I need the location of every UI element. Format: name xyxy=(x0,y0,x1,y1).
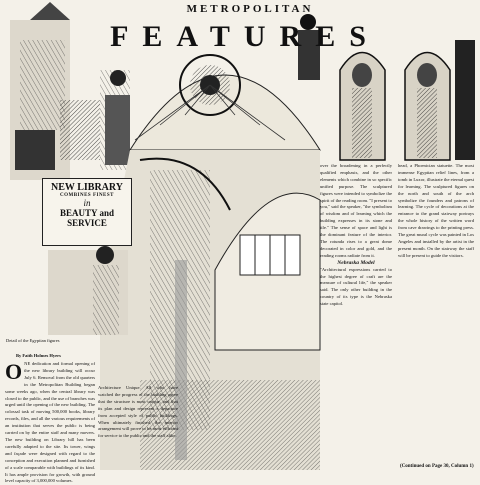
article-column-4 xyxy=(398,163,474,463)
image-caption: Detail of the Egyptian figures xyxy=(6,338,60,343)
headline-line-4: BEAUTY and SERVICE xyxy=(60,208,114,228)
byline: By Faith Holmes Hyers xyxy=(16,353,61,358)
section-kicker: METROPOLITAN xyxy=(186,3,314,15)
article-text-4: head, a Phoenician statuette. The most immense Egyptian relief lines, from a tomb in Luxor, illustrate the eternal quest for learning. The sculptured figures on the north and south of the arch symbolize the founders and patrons of learning. The cycle of decorations at the entrance to the grand stairway portrays the whole history of the written word from cave drawings to the printing press. The great mural cycle was painted in Los Angeles and installed by the artist in the present month. On the stairway the staff will be present to guide the visitors. xyxy=(398,163,474,258)
continued-notice: (Continued on Page 30, Column 1) xyxy=(400,464,474,469)
left-statue-drawing xyxy=(100,70,130,170)
egyptian-figures-drawing xyxy=(340,40,475,160)
article-column-2 xyxy=(98,385,178,471)
article-subhead: Nebraska Model xyxy=(337,259,375,266)
lower-statue-drawing xyxy=(48,246,128,335)
section-title: FEATURES xyxy=(110,20,380,53)
headline-line-1: NEW LIBRARY xyxy=(51,182,123,193)
drop-cap: O xyxy=(5,359,23,384)
article-column-3 xyxy=(320,163,392,471)
article-text-2: Architecture Unique. All who have watched the progress of the building agree that the structure is most unique, and that its plan and design represent a departure from accepted style of public buildings. When ultimately finished, the interior arrangement will prove to be most efficient for service to the public and the staff alike. xyxy=(98,385,178,439)
headline-box xyxy=(42,178,132,246)
headline-line-2: COMBINES FINEST xyxy=(59,193,115,198)
article-column-1 xyxy=(5,359,95,484)
article-text-3b: "Architectural expressions carried to the highest degree of craft are the measure of cultural life," the speaker said. The only other building in the country of its type is the Nebraska state capitol. xyxy=(320,266,392,307)
article-text-1: NE dedication and formal opening of the new library building will occur July 6. Removal from the old quarters in the Metropolitan Building began some weeks ago, when the central library was closed to the public, and the use of branches was urged until the opening of the new building. The colossal task of moving 500,000 books, library records, files, and all the various requirements of an institution that serves the public is being carried on by the entire staff and many movers. The new building on Library hill has been carefully adapted to the site. Its tower, wings and façade were designed with regard to the conception and execution planned and furnished of a scale comparable with buildings of its kind. It has ample provision for growth, with ground level capacity of 3,000,000 volumes. xyxy=(5,361,95,484)
article-text-3: over the broadening in a perfectly qualified emphasis, and the other elements which combine in so specific unified purpose. The sculptured figures were intended to symbolize the spirit of the reading room. "I present to you," said the speaker, "the symbolism of wisdom and of learning which the building expresses in its stone and tile." The sense of space and light is the dominant feature of the interior. The rotunda rises to a great dome decorated in color and gold, and the reading rooms radiate from it. xyxy=(320,163,392,258)
headline-line-3: in xyxy=(83,198,91,208)
dome-drawing xyxy=(130,55,320,150)
